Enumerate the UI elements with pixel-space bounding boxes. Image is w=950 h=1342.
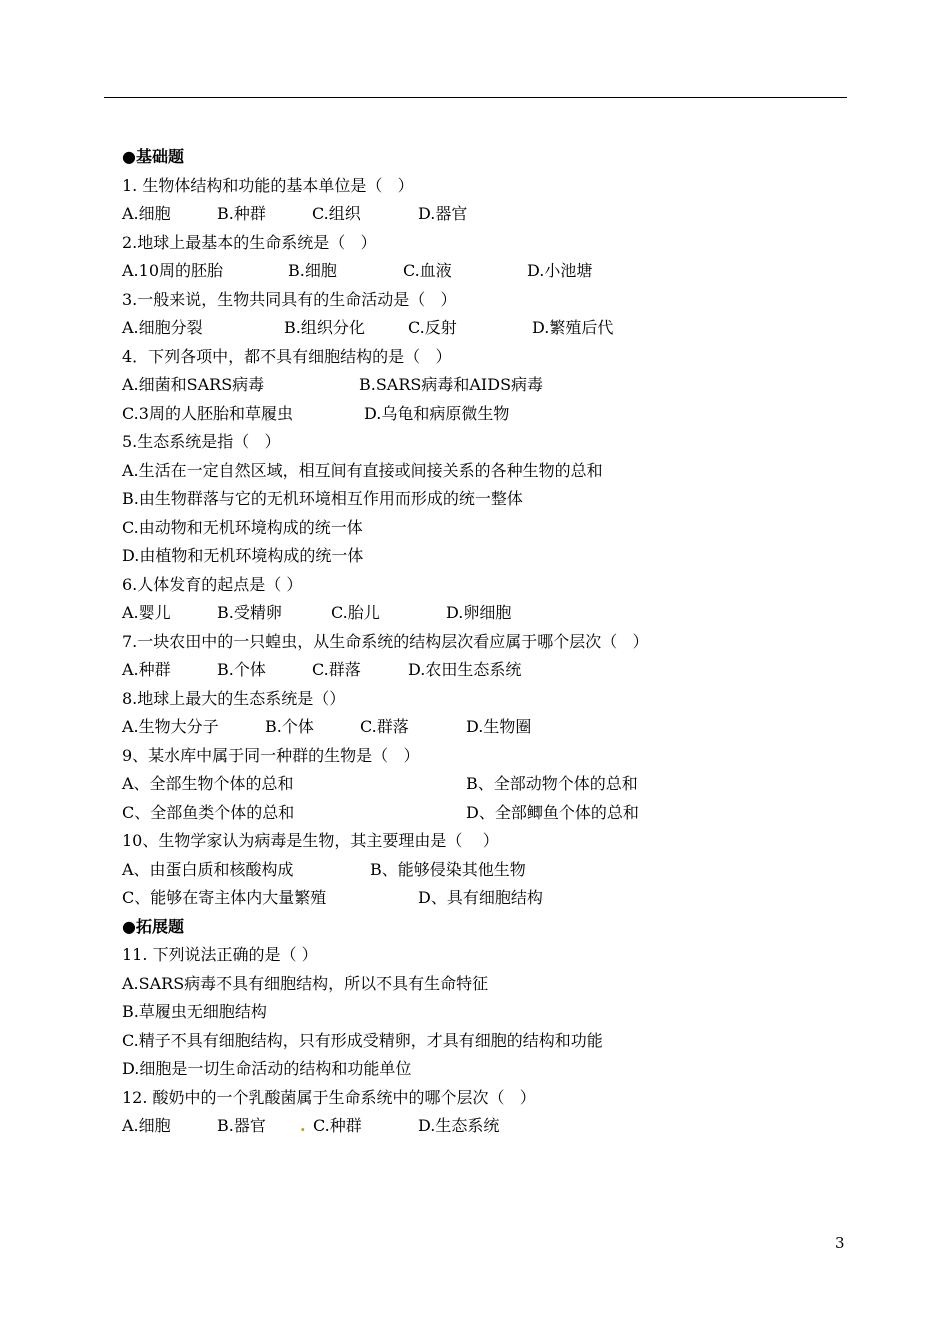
option-a: A.细胞 — [122, 204, 171, 223]
question-4-stem: 4．下列各项中，都不具有细胞结构的是（ ） — [122, 346, 452, 366]
question-4-options-cd — [122, 400, 842, 429]
option-c: C.群落 — [360, 717, 409, 736]
option-a: A.生物大分子 — [122, 717, 219, 736]
question-9-options-cd — [122, 799, 842, 828]
question-12-options — [122, 1112, 842, 1141]
header-rule — [104, 97, 847, 98]
question-9-stem: 9、某水库中属于同一种群的生物是（ ） — [122, 745, 420, 765]
question-11-stem: 11. 下列说法正确的是（ ） — [122, 945, 318, 964]
section-heading-extended: ●拓展题 — [122, 916, 184, 936]
option-a: A.细胞分裂 — [122, 318, 203, 337]
option-c: C.精子不具有细胞结构，只有形成受精卵，才具有细胞的结构和功能 — [122, 1030, 603, 1050]
question-10-options-cd — [122, 884, 842, 913]
option-c: C.群落 — [312, 660, 361, 679]
question-8-stem: 8.地球上最大的生态系统是（） — [122, 688, 346, 708]
option-c: C、全部鱼类个体的总和 — [122, 802, 295, 822]
option-b: B.草履虫无细胞结构 — [122, 1002, 267, 1021]
question-10-options-ab — [122, 856, 842, 885]
question-3-options — [122, 314, 842, 343]
option-d: D、具有细胞结构 — [418, 888, 543, 907]
option-b: B、能够侵染其他生物 — [370, 859, 526, 879]
option-c: C.反射 — [408, 318, 457, 337]
option-c: C、能够在寄主体内大量繁殖 — [122, 888, 327, 907]
question-4-options-ab — [122, 371, 842, 400]
question-1-stem: 1. 生物体结构和功能的基本单位是（ ） — [122, 175, 414, 195]
worksheet-content — [122, 143, 842, 1141]
option-a: A.SARS病毒不具有细胞结构，所以不具有生命特征 — [122, 973, 489, 993]
option-d: D、全部鲫鱼个体的总和 — [466, 802, 639, 822]
question-5-stem: 5.生态系统是指（ ） — [122, 432, 281, 451]
option-d: D.器官 — [418, 204, 468, 223]
option-d: D.由植物和无机环境构成的统一体 — [122, 546, 364, 565]
option-b: B.个体 — [217, 660, 266, 679]
option-c: C.由动物和无机环境构成的统一体 — [122, 517, 363, 537]
page-number: 3 — [835, 1234, 845, 1252]
question-9-options-ab — [122, 770, 842, 799]
option-d: D.乌龟和病原微生物 — [364, 403, 510, 423]
option-b: B.由生物群落与它的无机环境相互作用而形成的统一整体 — [122, 489, 523, 508]
question-2-stem: 2.地球上最基本的生命系统是（ ） — [122, 232, 377, 252]
option-d: D.小池塘 — [527, 261, 593, 280]
option-c: C.组织 — [312, 204, 361, 223]
option-c: C.3周的人胚胎和草履虫 — [122, 403, 293, 423]
option-c: C.胎儿 — [331, 603, 380, 622]
question-7-stem: 7.一块农田中的一只蝗虫，从生命系统的结构层次看应属于哪个层次（ ） — [122, 631, 649, 651]
option-a: A.生活在一定自然区域，相互间有直接或间接关系的各种生物的总和 — [122, 460, 603, 480]
question-6-options — [122, 599, 842, 628]
option-d: D.细胞是一切生命活动的结构和功能单位 — [122, 1059, 412, 1078]
question-12-stem: 12. 酸奶中的一个乳酸菌属于生命系统中的哪个层次（ ） — [122, 1087, 536, 1107]
question-2-options — [122, 257, 842, 286]
option-b: B.SARS病毒和AIDS病毒 — [359, 375, 544, 394]
option-c: C.血液 — [403, 261, 452, 280]
question-10-stem: 10、生物学家认为病毒是生物，其主要理由是（ ） — [122, 831, 499, 850]
option-a: A、全部生物个体的总和 — [122, 774, 294, 793]
option-b: B.组织分化 — [284, 318, 365, 337]
question-1-options — [122, 200, 842, 229]
option-a: A.细胞 — [122, 1116, 171, 1135]
option-a: A.婴儿 — [122, 603, 171, 622]
option-d: D.繁殖后代 — [532, 318, 614, 337]
option-a: A.细菌和SARS病毒 — [122, 375, 265, 394]
question-7-options — [122, 656, 842, 685]
option-a: A.10周的胚胎 — [122, 261, 224, 280]
option-a: A.种群 — [122, 660, 171, 679]
stray-mark: . — [300, 1116, 306, 1135]
question-3-stem: 3.一般来说，生物共同具有的生命活动是（ ） — [122, 289, 457, 309]
option-d: D.卵细胞 — [446, 603, 512, 622]
option-d: D.生态系统 — [418, 1116, 500, 1135]
option-b: B、全部动物个体的总和 — [466, 774, 638, 793]
option-b: B.个体 — [265, 717, 314, 736]
option-b: B.细胞 — [288, 261, 337, 280]
option-c: C.种群 — [313, 1116, 362, 1135]
option-b: B.器官 — [217, 1116, 266, 1135]
option-b: B.受精卵 — [217, 603, 282, 622]
section-heading-basic: ●基础题 — [122, 147, 184, 166]
option-b: B.种群 — [217, 204, 266, 223]
question-8-options — [122, 713, 842, 742]
option-d: D.农田生态系统 — [408, 660, 522, 679]
question-6-stem: 6.人体发育的起点是（ ） — [122, 574, 303, 594]
option-d: D.生物圈 — [466, 717, 532, 736]
option-a: A、由蛋白质和核酸构成 — [122, 859, 294, 879]
